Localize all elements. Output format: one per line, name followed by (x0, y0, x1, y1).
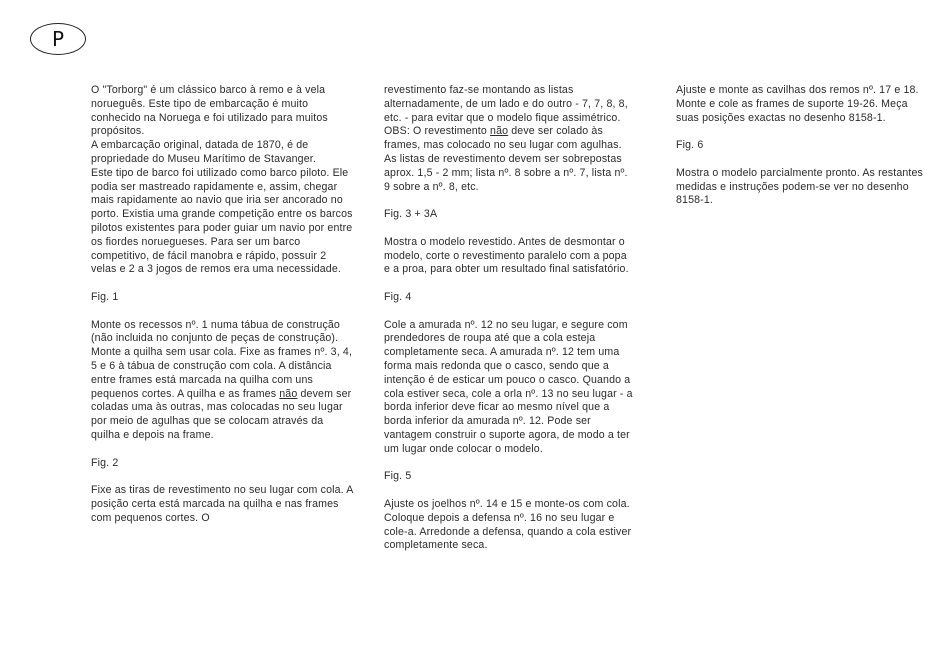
fig4-heading: Fig. 4 (384, 290, 412, 303)
language-letter: P (51, 27, 65, 51)
fig1-paragraph: Monte os recessos nº. 1 numa tábua de construção (não incluida no conjunto de peças de construção). Monte a quilha sem usar cola. Fixe as frames nº. 3, 4, 5 e 6 à tábua de construção com cola. A distância entre frames está marcada na quilha com uns pequenos cortes. A quilha e as frames não devem ser coladas uma às outras, mas colocadas no seu lugar por meio de agulhas que se colocam através da quilha e depois na frame. (91, 318, 353, 441)
emphasis-nao: não (279, 387, 298, 400)
origin-paragraph: A embarcação original, datada de 1870, é de propriedade do Museu Marítimo de Stavanger. (91, 139, 316, 165)
fig2-paragraph: Fixe as tiras de revestimento no seu lugar com cola. A posição certa está marcada na quilha e nas frames com pequenos cortes. O (91, 484, 353, 524)
fig5-paragraph: Ajuste os joelhos nº. 14 e 15 e monte-os com cola. Coloque depois a defensa nº. 16 no seu lugar e cole-a. Arredonde a defensa, quando a cola estiver completamente seca. (384, 497, 632, 552)
pilot-boat-paragraph: Este tipo de barco foi utilizado como barco piloto. Ele podia ser mastreado rapidamente e, assim, chegar mais rapidamente ao navio que iria ser ancorado no porto. Existia uma grande competição entre os barcos pilotos existentes para poder guiar um navio por entre os fiordes noruegueses. Para ser um barco competitivo, de fácil manobra e rápido, possuir 2 velas e 2 a 3 jogos de remos era uma necessidade. (91, 166, 353, 276)
oarlocks-paragraph: Ajuste e monte as cavilhas dos remos nº. 17 e 18. Monte e cole as frames de suporte 19-26. Meça suas posições exactas no desenho 8158-1. (676, 84, 919, 124)
fig6-paragraph: Mostra o modelo parcialmente pronto. As restantes medidas e instruções podem-se ver no desenho 8158-1. (676, 166, 924, 207)
text-column-3 (676, 84, 926, 222)
intro-block (91, 84, 353, 277)
fig5-heading: Fig. 5 (384, 470, 412, 483)
text-column-1 (91, 84, 353, 539)
fig3-heading: Fig. 3 + 3A (384, 208, 438, 221)
fig4-paragraph: Cole a amurada nº. 12 no seu lugar, e segure com prendedores de roupa até que a cola esteja completamente seca. A amurada nº. 12 tem uma forma mais redonda que o casco, sendo que a intenção é de esticar um pouco o casco. Quando a cola estiver seca, cole a orla nº. 13 no seu lugar - a borda inferior deve ficar ao mesmo nível que a borda inferior da amurada nº. 12. Pode ser vantagem construir o suporte agora, de modo a ter um lugar onde colocar o modelo. (384, 318, 633, 455)
planking-paragraph: revestimento faz-se montando as listas alternadamente, de um lado e do outro - 7, 7, 8, 8, etc. - para evitar que o modelo fique assimétrico. OBS: O revestimento não deve ser colado às frames, mas colocado no seu lugar com agulhas. (384, 84, 628, 152)
intro-paragraph: O "Torborg" é um clássico barco à remo e à vela norueguês. Este tipo de embarcação é muito conhecido na Noruega e foi utilizado para muitos propósitos. (91, 84, 328, 138)
language-badge (30, 23, 86, 55)
fig1-heading: Fig. 1 (91, 290, 119, 303)
fig2-heading: Fig. 2 (91, 456, 119, 469)
text-column-2 (384, 84, 634, 567)
fig6-heading: Fig. 6 (676, 139, 704, 152)
overlap-paragraph: As listas de revestimento devem ser sobrepostas aprox. 1,5 - 2 mm; lista nº. 8 sobre a nº. 7, lista nº. 9 sobre a nº. 8, etc. (384, 152, 628, 193)
emphasis-nao: não (490, 125, 509, 138)
fig3-paragraph: Mostra o modelo revestido. Antes de desmontar o modelo, corte o revestimento paralelo com a popa e a proa, para obter um resultado final satisfatório. (384, 235, 629, 276)
